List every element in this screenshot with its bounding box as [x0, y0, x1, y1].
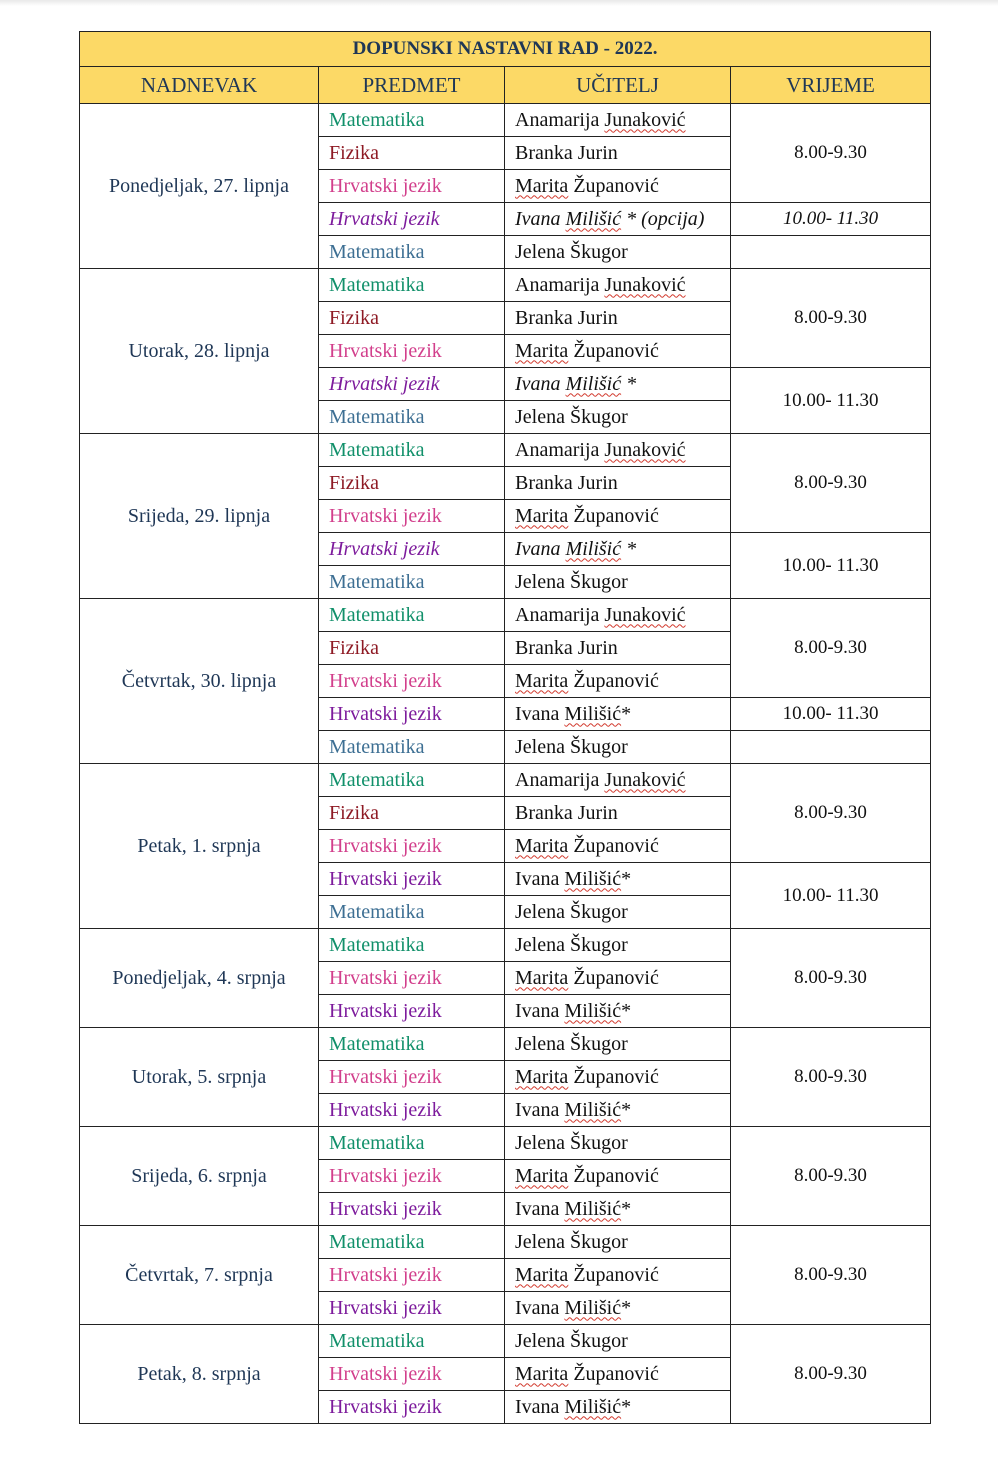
teacher-first-name: Jelena	[515, 735, 565, 758]
subject-cell: Hrvatski jezik	[319, 1160, 505, 1193]
time-cell: 10.00- 11.30	[731, 203, 931, 236]
teacher-cell	[505, 1358, 731, 1391]
teacher-note: *	[621, 1197, 632, 1220]
teacher-first-name: Jelena	[515, 1131, 565, 1154]
subject-cell: Fizika	[319, 302, 505, 335]
teacher-cell	[505, 1127, 731, 1160]
date-cell: Utorak, 5. srpnja	[80, 1028, 319, 1127]
teacher-last-name: Škugor	[569, 240, 628, 263]
time-cell: 8.00-9.30	[731, 599, 931, 698]
table-row	[80, 1226, 931, 1259]
teacher-last-name: Županović	[573, 1164, 659, 1187]
teacher-last-name: Škugor	[569, 570, 628, 593]
teacher-first-name: Branka	[515, 141, 573, 164]
subject-cell: Matematika	[319, 1226, 505, 1259]
subject-cell: Matematika	[319, 929, 505, 962]
subject-cell: Hrvatski jezik	[319, 995, 505, 1028]
teacher-cell	[505, 1226, 731, 1259]
teacher-first-name: Anamarija	[515, 768, 600, 791]
subject-cell: Matematika	[319, 269, 505, 302]
teacher-first-name: Ivana	[515, 1395, 560, 1418]
teacher-cell	[505, 731, 731, 764]
teacher-cell	[505, 401, 731, 434]
teacher-cell	[505, 1160, 731, 1193]
teacher-last-name: Junaković	[604, 108, 686, 131]
teacher-first-name: Ivana	[515, 1098, 560, 1121]
teacher-first-name: Jelena	[515, 1329, 565, 1352]
teacher-cell	[505, 929, 731, 962]
teacher-cell	[505, 1193, 731, 1226]
teacher-last-name: Milišić	[564, 999, 622, 1022]
teacher-first-name: Marita	[515, 504, 569, 527]
teacher-note: *	[621, 702, 632, 725]
teacher-last-name: Županović	[573, 174, 659, 197]
subject-cell: Hrvatski jezik	[319, 665, 505, 698]
time-cell: 10.00- 11.30	[731, 533, 931, 599]
teacher-first-name: Ivana	[515, 702, 560, 725]
teacher-first-name: Marita	[515, 834, 569, 857]
teacher-last-name: Županović	[573, 504, 659, 527]
date-cell: Četvrtak, 7. srpnja	[80, 1226, 319, 1325]
time-cell: 10.00- 11.30	[731, 368, 931, 434]
teacher-cell	[505, 698, 731, 731]
subject-cell: Matematika	[319, 104, 505, 137]
date-cell: Petak, 1. srpnja	[80, 764, 319, 929]
subject-cell: Matematika	[319, 434, 505, 467]
date-cell: Srijeda, 29. lipnja	[80, 434, 319, 599]
header-ucitelj: UČITELJ	[505, 67, 731, 104]
time-cell	[731, 236, 931, 269]
subject-cell: Hrvatski jezik	[319, 1193, 505, 1226]
header-nadnevak: NADNEVAK	[80, 67, 319, 104]
teacher-cell	[505, 104, 731, 137]
date-cell: Četvrtak, 30. lipnja	[80, 599, 319, 764]
teacher-first-name: Anamarija	[515, 273, 600, 296]
subject-cell: Hrvatski jezik	[319, 863, 505, 896]
teacher-last-name: Milišić	[565, 207, 622, 230]
teacher-first-name: Marita	[515, 966, 569, 989]
teacher-last-name: Županović	[573, 834, 659, 857]
teacher-cell	[505, 533, 731, 566]
teacher-cell	[505, 467, 731, 500]
teacher-first-name: Jelena	[515, 570, 565, 593]
teacher-first-name: Ivana	[515, 372, 561, 395]
teacher-cell	[505, 269, 731, 302]
teacher-last-name: Županović	[573, 339, 659, 362]
teacher-cell	[505, 170, 731, 203]
teacher-cell	[505, 302, 731, 335]
teacher-note: *	[621, 1296, 632, 1319]
teacher-last-name: Županović	[573, 1263, 659, 1286]
teacher-cell	[505, 830, 731, 863]
table-row	[80, 269, 931, 302]
teacher-cell	[505, 632, 731, 665]
teacher-last-name: Škugor	[569, 405, 628, 428]
teacher-cell	[505, 962, 731, 995]
header-predmet: PREDMET	[319, 67, 505, 104]
teacher-last-name: Jurin	[577, 141, 618, 164]
teacher-first-name: Marita	[515, 669, 569, 692]
teacher-last-name: Škugor	[569, 1329, 628, 1352]
teacher-cell	[505, 764, 731, 797]
teacher-cell	[505, 665, 731, 698]
subject-cell: Fizika	[319, 797, 505, 830]
teacher-cell	[505, 599, 731, 632]
time-cell: 8.00-9.30	[731, 1028, 931, 1127]
header-vrijeme: VRIJEME	[731, 67, 931, 104]
teacher-last-name: Jurin	[577, 306, 618, 329]
teacher-last-name: Škugor	[569, 735, 628, 758]
teacher-cell	[505, 863, 731, 896]
teacher-first-name: Jelena	[515, 933, 565, 956]
teacher-note: *	[621, 537, 637, 560]
date-cell: Srijeda, 6. srpnja	[80, 1127, 319, 1226]
teacher-last-name: Škugor	[569, 933, 628, 956]
teacher-last-name: Milišić	[565, 537, 622, 560]
subject-cell: Matematika	[319, 1325, 505, 1358]
time-cell: 8.00-9.30	[731, 1127, 931, 1226]
teacher-last-name: Županović	[573, 966, 659, 989]
subject-cell: Matematika	[319, 731, 505, 764]
teacher-note: *	[621, 1395, 632, 1418]
time-cell: 8.00-9.30	[731, 104, 931, 203]
teacher-cell	[505, 896, 731, 929]
subject-cell: Matematika	[319, 896, 505, 929]
teacher-first-name: Jelena	[515, 900, 565, 923]
teacher-first-name: Jelena	[515, 240, 565, 263]
subject-cell: Hrvatski jezik	[319, 1094, 505, 1127]
teacher-cell	[505, 203, 731, 236]
teacher-first-name: Marita	[515, 1065, 569, 1088]
table-row	[80, 104, 931, 137]
teacher-cell	[505, 434, 731, 467]
subject-cell: Hrvatski jezik	[319, 962, 505, 995]
table-row	[80, 599, 931, 632]
teacher-first-name: Anamarija	[515, 108, 600, 131]
subject-cell: Matematika	[319, 599, 505, 632]
teacher-last-name: Županović	[573, 1362, 659, 1385]
subject-cell: Matematika	[319, 1127, 505, 1160]
time-cell: 8.00-9.30	[731, 1226, 931, 1325]
teacher-note: *	[621, 999, 632, 1022]
table-title: DOPUNSKI NASTAVNI RAD - 2022.	[80, 32, 931, 67]
teacher-last-name: Škugor	[569, 900, 628, 923]
subject-cell: Hrvatski jezik	[319, 1259, 505, 1292]
teacher-cell	[505, 137, 731, 170]
teacher-first-name: Ivana	[515, 537, 561, 560]
subject-cell: Matematika	[319, 566, 505, 599]
teacher-first-name: Marita	[515, 1263, 569, 1286]
teacher-cell	[505, 1259, 731, 1292]
table-row	[80, 434, 931, 467]
header-row	[80, 67, 931, 104]
subject-cell: Hrvatski jezik	[319, 1292, 505, 1325]
teacher-first-name: Ivana	[515, 867, 560, 890]
time-cell	[731, 731, 931, 764]
teacher-first-name: Branka	[515, 306, 573, 329]
subject-cell: Hrvatski jezik	[319, 170, 505, 203]
table-row	[80, 929, 931, 962]
teacher-note: *	[621, 1098, 632, 1121]
subject-cell: Hrvatski jezik	[319, 830, 505, 863]
teacher-last-name: Škugor	[569, 1032, 628, 1055]
teacher-first-name: Marita	[515, 174, 569, 197]
teacher-last-name: Škugor	[569, 1131, 628, 1154]
teacher-last-name: Milišić	[564, 1197, 622, 1220]
teacher-last-name: Županović	[573, 1065, 659, 1088]
teacher-first-name: Branka	[515, 636, 573, 659]
teacher-last-name: Milišić	[564, 867, 622, 890]
subject-cell: Hrvatski jezik	[319, 1061, 505, 1094]
time-cell: 8.00-9.30	[731, 764, 931, 863]
window-top-edge	[0, 0, 998, 6]
date-cell: Petak, 8. srpnja	[80, 1325, 319, 1424]
teacher-first-name: Marita	[515, 1362, 569, 1385]
teacher-cell	[505, 1325, 731, 1358]
teacher-last-name: Jurin	[577, 801, 618, 824]
teacher-last-name: Milišić	[565, 372, 622, 395]
teacher-last-name: Jurin	[577, 636, 618, 659]
teacher-last-name: Milišić	[564, 1296, 622, 1319]
teacher-first-name: Anamarija	[515, 603, 600, 626]
teacher-first-name: Ivana	[515, 1197, 560, 1220]
subject-cell: Hrvatski jezik	[319, 1358, 505, 1391]
subject-cell: Hrvatski jezik	[319, 533, 505, 566]
table-row	[80, 1028, 931, 1061]
time-cell: 10.00- 11.30	[731, 863, 931, 929]
teacher-first-name: Anamarija	[515, 438, 600, 461]
table-row	[80, 764, 931, 797]
teacher-note: * (opcija)	[621, 207, 705, 230]
teacher-last-name: Milišić	[564, 1098, 622, 1121]
teacher-first-name: Jelena	[515, 1230, 565, 1253]
schedule-table	[79, 31, 931, 1424]
teacher-cell	[505, 995, 731, 1028]
teacher-last-name: Junaković	[604, 273, 686, 296]
teacher-cell	[505, 1094, 731, 1127]
schedule-document	[79, 31, 930, 1424]
teacher-first-name: Ivana	[515, 999, 560, 1022]
date-cell: Utorak, 28. lipnja	[80, 269, 319, 434]
teacher-first-name: Marita	[515, 339, 569, 362]
teacher-cell	[505, 1391, 731, 1424]
subject-cell: Hrvatski jezik	[319, 368, 505, 401]
teacher-last-name: Junaković	[604, 603, 686, 626]
subject-cell: Hrvatski jezik	[319, 335, 505, 368]
teacher-first-name: Jelena	[515, 405, 565, 428]
teacher-last-name: Milišić	[564, 1395, 622, 1418]
subject-cell: Matematika	[319, 764, 505, 797]
time-cell: 10.00- 11.30	[731, 698, 931, 731]
date-cell: Ponedjeljak, 4. srpnja	[80, 929, 319, 1028]
teacher-last-name: Junaković	[604, 438, 686, 461]
subject-cell: Fizika	[319, 632, 505, 665]
teacher-note: *	[621, 372, 637, 395]
subject-cell: Hrvatski jezik	[319, 1391, 505, 1424]
table-row	[80, 1325, 931, 1358]
teacher-cell	[505, 566, 731, 599]
teacher-cell	[505, 1292, 731, 1325]
time-cell: 8.00-9.30	[731, 929, 931, 1028]
teacher-last-name: Milišić	[564, 702, 622, 725]
teacher-first-name: Ivana	[515, 207, 561, 230]
teacher-cell	[505, 1028, 731, 1061]
teacher-note: *	[621, 867, 632, 890]
teacher-cell	[505, 368, 731, 401]
subject-cell: Matematika	[319, 1028, 505, 1061]
teacher-first-name: Branka	[515, 471, 573, 494]
teacher-first-name: Ivana	[515, 1296, 560, 1319]
teacher-first-name: Marita	[515, 1164, 569, 1187]
teacher-last-name: Škugor	[569, 1230, 628, 1253]
subject-cell: Matematika	[319, 401, 505, 434]
time-cell: 8.00-9.30	[731, 1325, 931, 1424]
teacher-last-name: Jurin	[577, 471, 618, 494]
teacher-first-name: Branka	[515, 801, 573, 824]
teacher-last-name: Junaković	[604, 768, 686, 791]
teacher-cell	[505, 1061, 731, 1094]
time-cell: 8.00-9.30	[731, 434, 931, 533]
time-cell: 8.00-9.30	[731, 269, 931, 368]
schedule-body	[80, 104, 931, 1424]
teacher-cell	[505, 500, 731, 533]
subject-cell: Fizika	[319, 137, 505, 170]
teacher-first-name: Jelena	[515, 1032, 565, 1055]
date-cell: Ponedjeljak, 27. lipnja	[80, 104, 319, 269]
subject-cell: Hrvatski jezik	[319, 203, 505, 236]
table-row	[80, 1127, 931, 1160]
teacher-cell	[505, 797, 731, 830]
subject-cell: Matematika	[319, 236, 505, 269]
subject-cell: Hrvatski jezik	[319, 500, 505, 533]
subject-cell: Hrvatski jezik	[319, 698, 505, 731]
subject-cell: Fizika	[319, 467, 505, 500]
teacher-cell	[505, 335, 731, 368]
teacher-cell	[505, 236, 731, 269]
teacher-last-name: Županović	[573, 669, 659, 692]
